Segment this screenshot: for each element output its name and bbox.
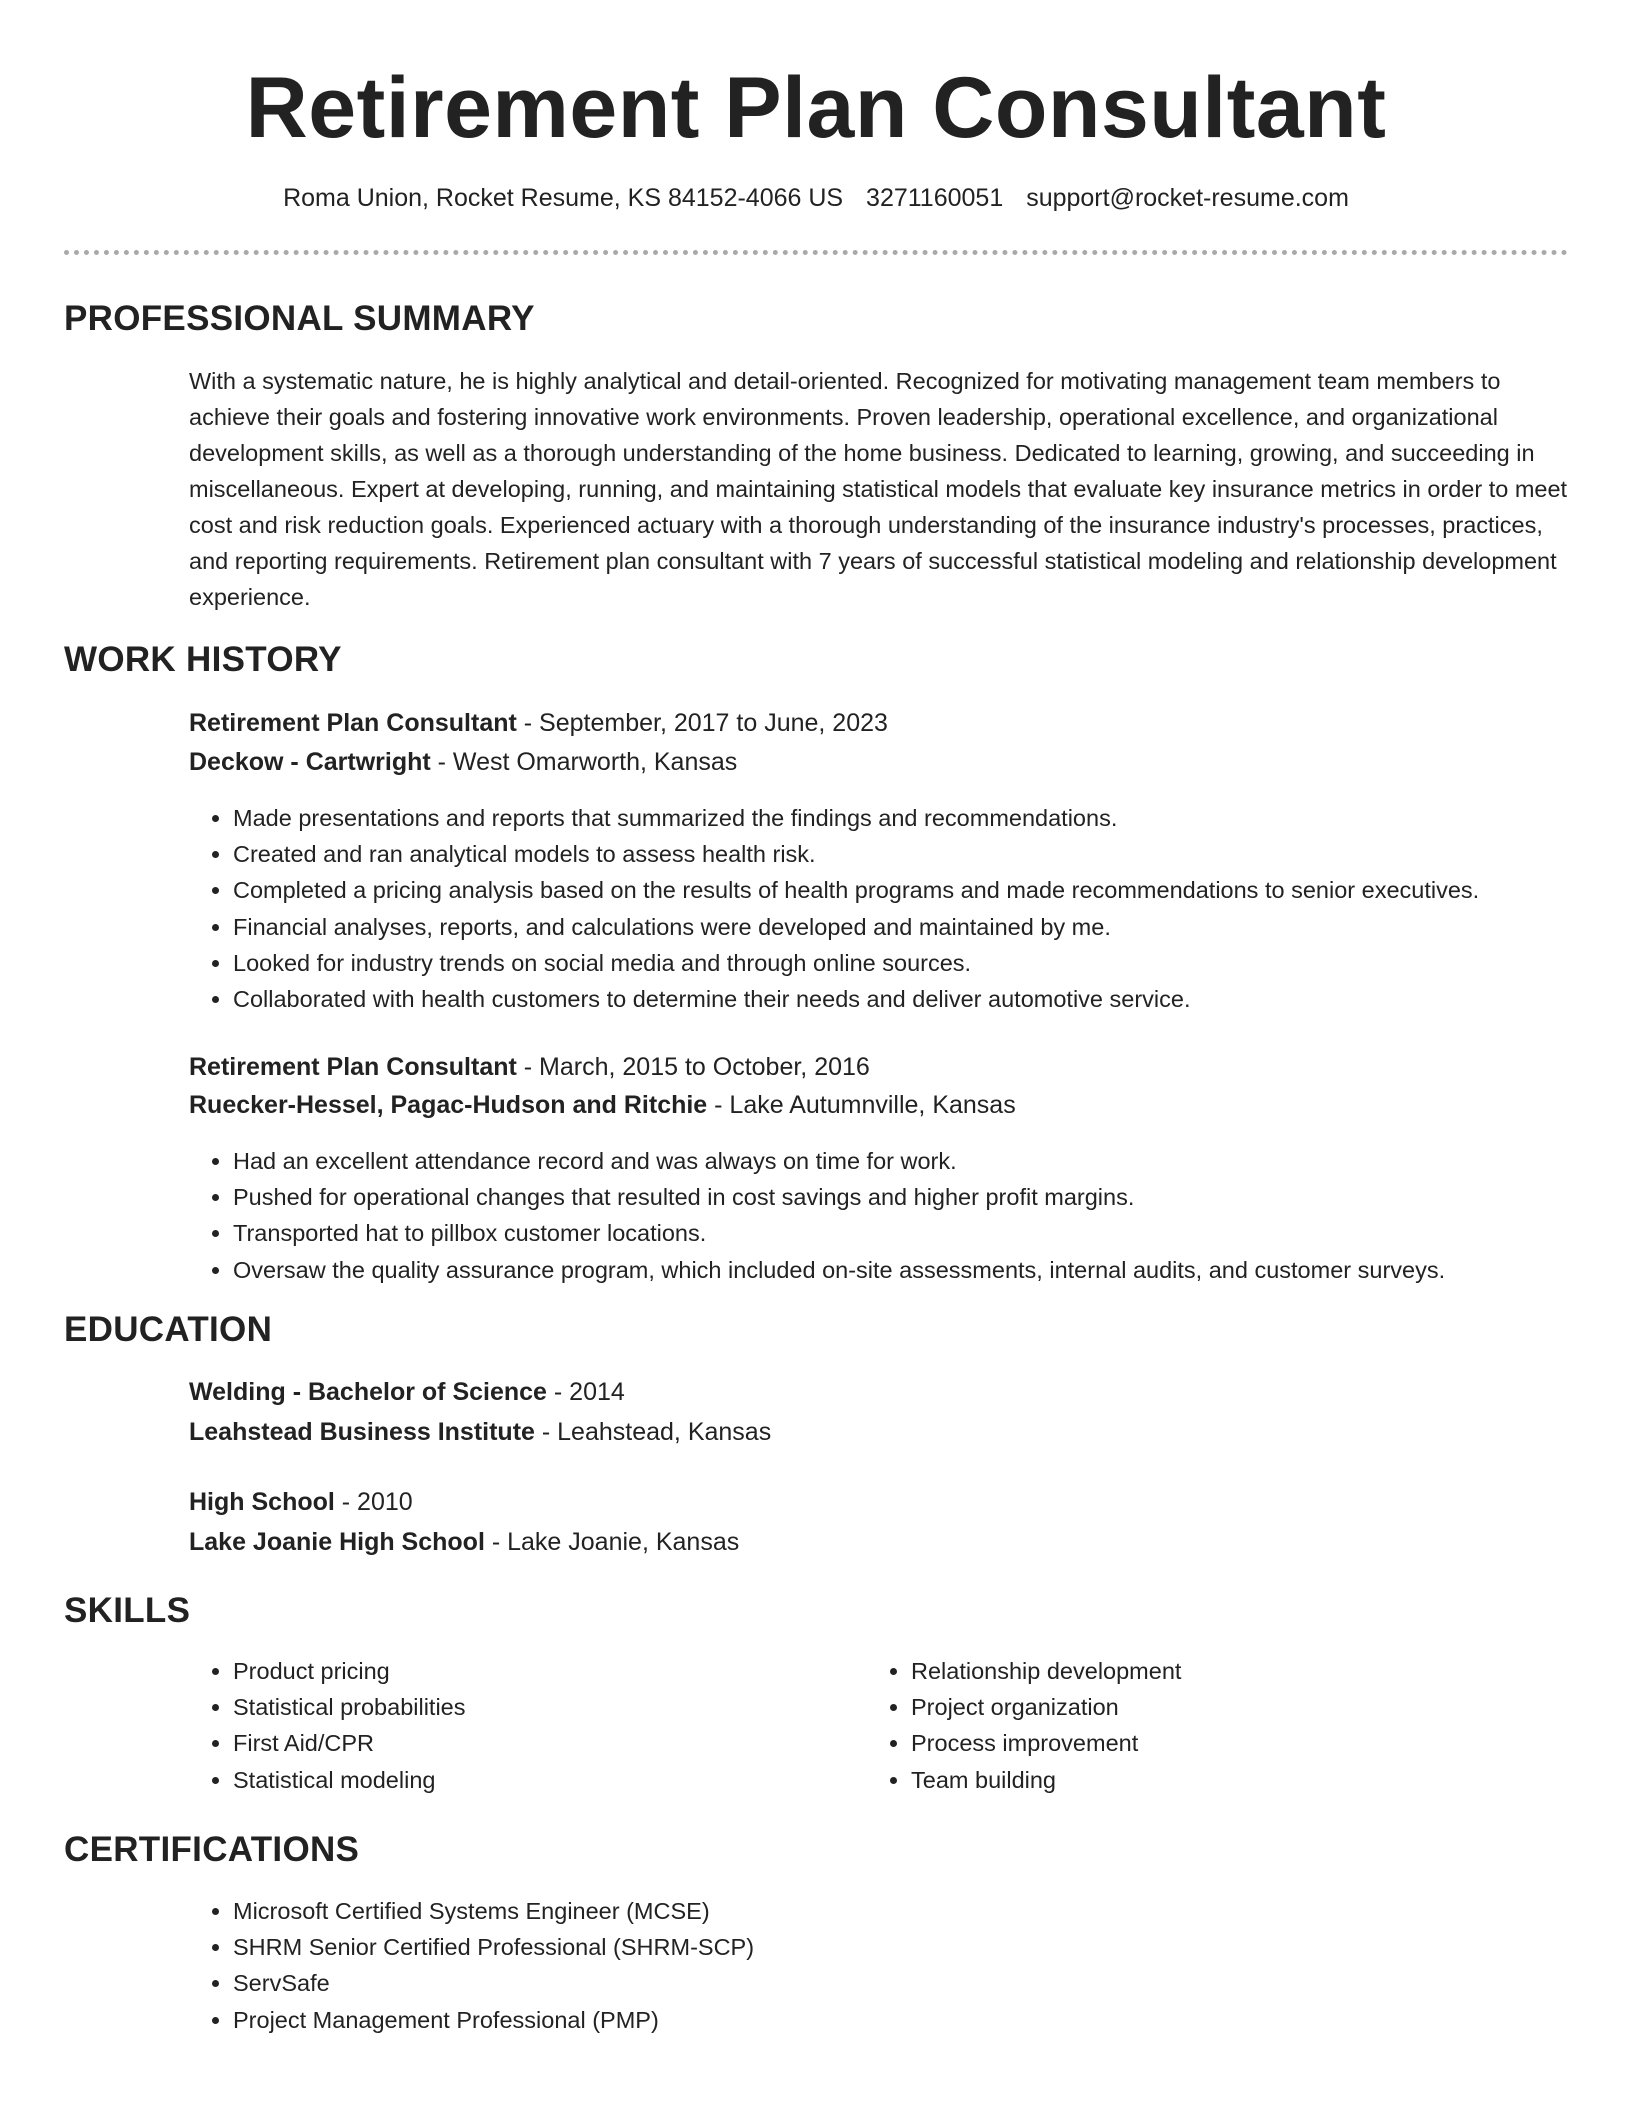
education-2-year: - 2010	[334, 1488, 413, 1516]
education-1-school-line	[189, 1415, 771, 1449]
job-1-role: Retirement Plan Consultant	[189, 709, 517, 737]
education-2-degree: High School	[189, 1488, 335, 1516]
resume-name: Retirement Plan Consultant	[245, 60, 1387, 156]
job-1-company-line	[189, 745, 737, 779]
list-item: • Collaborated with health customers to determine their needs and deliver automotive service.	[233, 981, 1632, 1017]
contact-address: Roma Union, Rocket Resume, KS 84152-4066 US	[283, 184, 844, 212]
job-2-company-line	[189, 1088, 1016, 1122]
job-2-company: Ruecker-Hessel, Pagac-Hudson and Ritchie	[189, 1091, 708, 1119]
education-1-year: - 2014	[546, 1378, 625, 1406]
header-divider	[64, 250, 1568, 255]
list-item: • Oversaw the quality assurance program, which included on-site assessments, internal audits, and customer surveys.	[233, 1252, 1632, 1288]
summary-text: With a systematic nature, he is highly analytical and detail-oriented. Recognized for motivating management team members to achieve their goals and fostering innovative work environments. Proven leadership, operational excellence, and organizational development skills, as well as a thorough understanding of the home business. Dedicated to learning, growing, and succeeding in miscellaneous. Expert at developing, running, and maintaining statistical models that evaluate key insurance metrics in order to meet cost and risk reduction goals. Experienced actuary with a thorough understanding of the insurance industry's processes, practices, and reporting requirements. Retirement plan consultant with 7 years of successful statistical modeling and relationship development experience.	[189, 368, 1568, 610]
education-heading: EDUCATION	[64, 1310, 273, 1349]
summary-heading: PROFESSIONAL SUMMARY	[64, 299, 535, 338]
job-1-company: Deckow - Cartwright	[189, 748, 431, 776]
education-1-location: - Leahstead, Kansas	[534, 1418, 772, 1446]
skill-item: • Product pricing	[233, 1653, 873, 1689]
contact-phone: 3271160051	[866, 184, 1004, 212]
job-2-location: - Lake Autumnville, Kansas	[707, 1091, 1016, 1119]
list-item: • Completed a pricing analysis based on the results of health programs and made recommendations to senior executives.	[233, 872, 1632, 908]
skills-left-column	[189, 1653, 873, 1798]
contact-email: support@rocket-resume.com	[1026, 184, 1349, 212]
skill-item: • Relationship development	[911, 1653, 1551, 1689]
education-2-location: - Lake Joanie, Kansas	[484, 1528, 740, 1556]
skills-heading: SKILLS	[64, 1591, 191, 1630]
work-history-heading: WORK HISTORY	[64, 640, 342, 679]
contact-line	[0, 181, 1632, 215]
list-item: • Looked for industry trends on social media and through online sources.	[233, 945, 1632, 981]
education-1-degree-line	[189, 1375, 625, 1409]
skill-item: • Project organization	[911, 1689, 1551, 1725]
certification-item: • ServSafe	[233, 1965, 1632, 2001]
job-2-bullets	[189, 1143, 1632, 1288]
list-item: • Financial analyses, reports, and calculations were developed and maintained by me.	[233, 909, 1632, 945]
education-1-school: Leahstead Business Institute	[189, 1418, 535, 1446]
skills-right-column	[867, 1653, 1551, 1798]
certifications-heading: CERTIFICATIONS	[64, 1830, 360, 1869]
list-item: • Created and ran analytical models to assess health risk.	[233, 836, 1632, 872]
list-item: • Had an excellent attendance record and was always on time for work.	[233, 1143, 1632, 1179]
education-2-school: Lake Joanie High School	[189, 1528, 485, 1556]
certifications-list	[189, 1893, 1632, 2038]
list-item: • Transported hat to pillbox customer locations.	[233, 1215, 1632, 1251]
job-2-dates: - March, 2015 to October, 2016	[516, 1053, 870, 1081]
job-1-title-line	[189, 706, 888, 740]
certification-item: • Microsoft Certified Systems Engineer (MCSE)	[233, 1893, 1632, 1929]
list-item: • Pushed for operational changes that resulted in cost savings and higher profit margins.	[233, 1179, 1632, 1215]
education-2-degree-line	[189, 1485, 413, 1519]
job-1-location: - West Omarworth, Kansas	[430, 748, 738, 776]
job-1-dates: - September, 2017 to June, 2023	[516, 709, 888, 737]
skill-item: • Statistical probabilities	[233, 1689, 873, 1725]
job-1-bullets	[189, 800, 1632, 1017]
skill-item: • Process improvement	[911, 1725, 1551, 1761]
job-2-title-line	[189, 1050, 870, 1084]
education-1-degree: Welding - Bachelor of Science	[189, 1378, 547, 1406]
certification-item: • Project Management Professional (PMP)	[233, 2002, 1632, 2038]
job-2-role: Retirement Plan Consultant	[189, 1053, 517, 1081]
education-2-school-line	[189, 1525, 739, 1559]
list-item: • Made presentations and reports that summarized the findings and recommendations.	[233, 800, 1632, 836]
certification-item: • SHRM Senior Certified Professional (SHRM-SCP)	[233, 1929, 1632, 1965]
skill-item: • Statistical modeling	[233, 1762, 873, 1798]
skill-item: • Team building	[911, 1762, 1551, 1798]
skill-item: • First Aid/CPR	[233, 1725, 873, 1761]
